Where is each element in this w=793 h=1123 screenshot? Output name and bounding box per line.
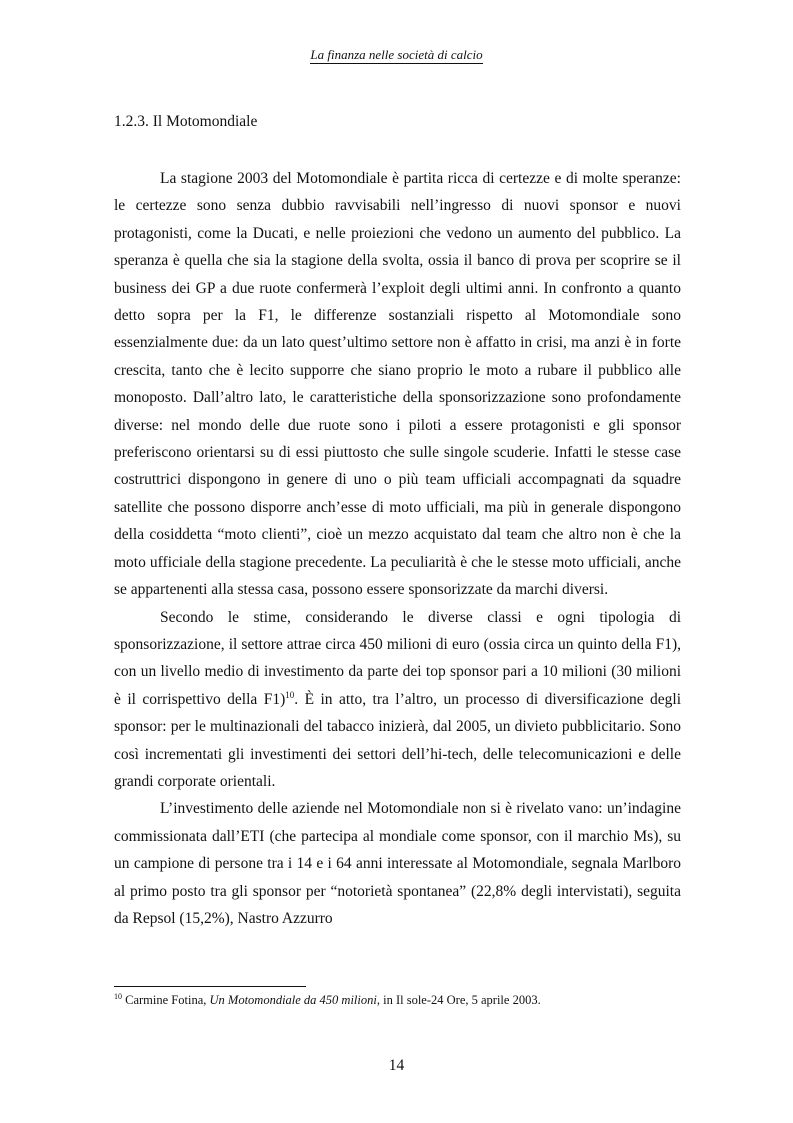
page-number: 14 [388, 1057, 405, 1074]
body-text [114, 165, 681, 932]
footnote [114, 993, 681, 1008]
footnote-work-title: Un Motomondiale da 450 milioni [209, 993, 377, 1007]
running-header [0, 47, 793, 63]
paragraph-1: La stagione 2003 del Motomondiale è partita ricca di certezze e di molte speranze: le certezze sono senza dubbio ravvisabili nell’ingresso di nuovi sponsor e nuovi protagonisti, come la Ducati, e nelle proiezioni che vedono un aumento del pubblico. La speranza è quella che sia la stagione della svolta, ossia il banco di prova per scoprire se il business dei GP a due ruote confermerà l’exploit degli ultimi anni. In confronto a quanto detto sopra per la F1, le differenze sostanziali rispetto al Motomondiale sono essenzialmente due: da un lato quest’ultimo settore non è affatto in crisi, ma anzi è in forte crescita, tanto che è lecito supporre che siano proprio le moto a rubare il pubblico alle monoposto. Dall’altro lato, le caratteristiche della sponsorizzazione sono profondamente diverse: nel mondo delle due ruote sono i piloti a essere protagonisti e gli sponsor preferiscono orientarsi su di essi piuttosto che sulle singole scuderie. Infatti le stesse case costruttrici dispongono in genere di uno o più team ufficiali accompagnati da squadre satellite che possono disporre anch’esse di moto ufficiali, ma più in generale dispongono della cosiddetta “moto clienti”, cioè un mezzo acquistato dal team che altro non è che la moto ufficiale della stagione precedente. La peculiarità è che le stesse moto ufficiali, anche se appartenenti alla stessa casa, possono essere sponsorizzate da marchi diversi. [114, 170, 681, 599]
paragraph-2 [114, 604, 681, 796]
footnote-source: , in Il sole-24 Ore, 5 aprile 2003. [376, 993, 541, 1007]
footnote-reference: 10 [285, 689, 295, 700]
running-header-title: La finanza nelle società di calcio [310, 47, 483, 62]
paragraph-3: L’investimento delle aziende nel Motomondiale non si è rivelato vano: un’indagine commissionata dall’ETI (che partecipa al mondiale come sponsor, con il marchio Ms), su un campione di persone tra i 14 e i 64 anni interessate al Motomondiale, segnala Marlboro al primo posto tra gli sponsor per “notorietà spontanea” (22,8% degli intervistati), seguita da Repsol (15,2%), Nastro Azzurro [114, 800, 681, 927]
paragraph-2-text-a: Secondo le stime, considerando le diverse classi e ogni tipologia di sponsorizzazione, il settore attrae circa 450 milioni di euro (ossia circa un quinto della F1), con un livello medio di investimento da parte dei top sponsor pari a 10 milioni (30 milioni è il corrispettivo della F1) [114, 608, 681, 708]
section-heading: 1.2.3. Il Motomondiale [114, 113, 258, 130]
footnote-author: Carmine Fotina, [125, 993, 207, 1007]
paragraph-2-text-b: . È in atto, tra l’altro, un processo di diversificazione degli sponsor: per le multinazionali del tabacco inizierà, dal 2005, un divieto pubblicitario. Sono così incrementati gli investimenti dei settori dell’hi-tech, delle telecomunicazioni e delle grandi corporate orientali. [114, 690, 681, 790]
footnote-number: 10 [114, 991, 122, 1001]
footnote-divider [114, 986, 306, 987]
